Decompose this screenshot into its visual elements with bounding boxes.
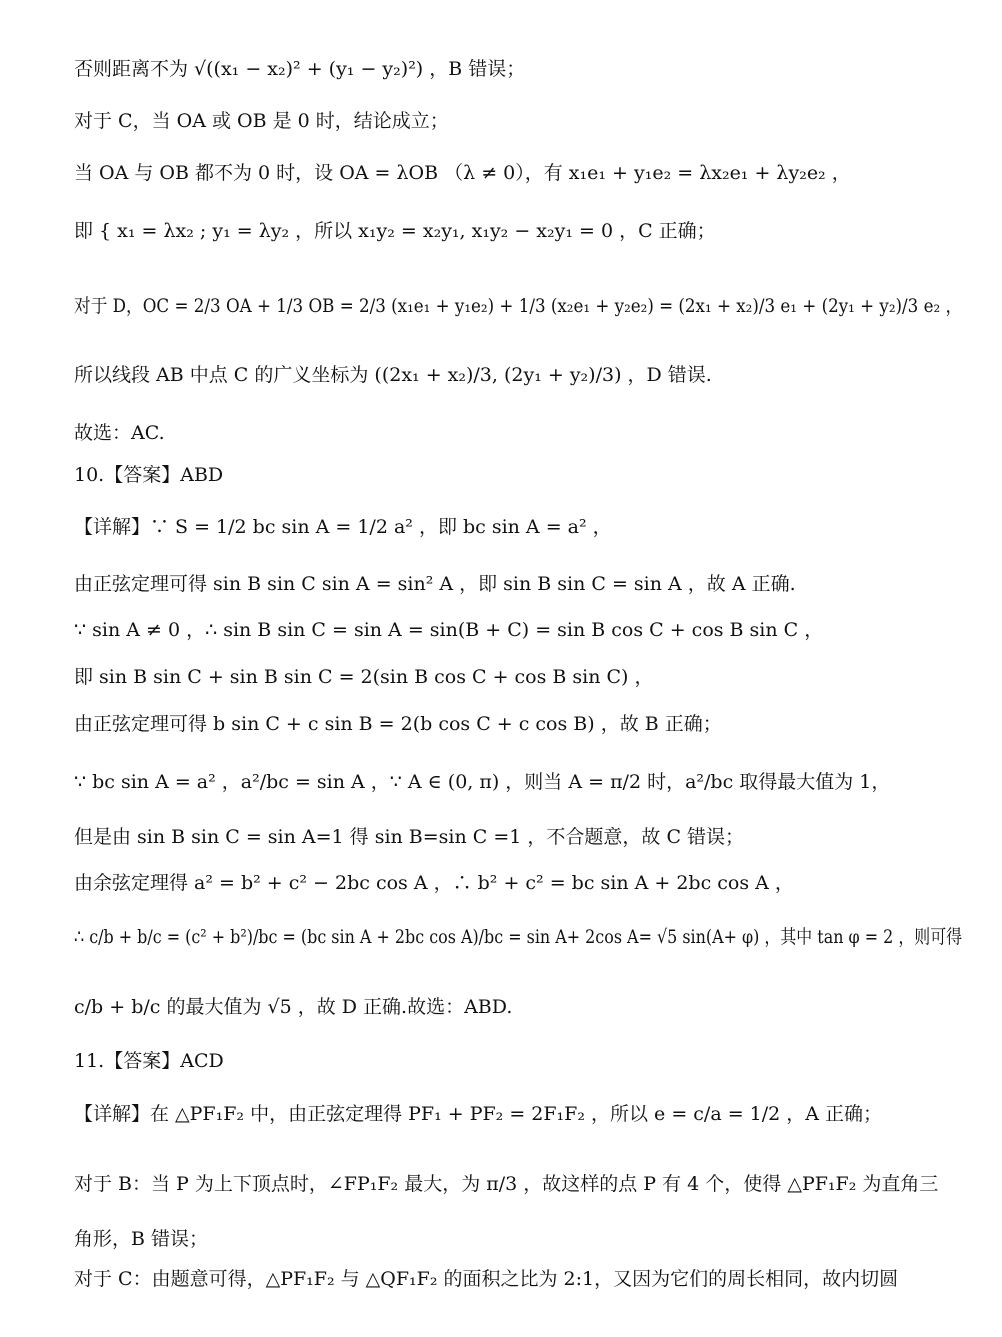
text-line [74,218,962,244]
text-line [74,1171,962,1197]
line-text: 【详解】∵ S = 1/2 bc sin A = 1/2 a² ，即 bc sin A = a² ， [74,516,612,538]
text-line [74,56,962,82]
text-line [74,994,962,1020]
text-line [74,293,962,319]
text-line [74,1266,962,1292]
text-line [74,362,962,388]
text-line [74,711,962,737]
text-line [74,617,962,643]
text-line [74,924,962,950]
line-text: ∵ sin A ≠ 0 ，∴ sin B sin C = sin A = sin(B + C) = sin B cos C + cos B sin C ， [74,619,824,641]
line-text: 【详解】在 △PF₁F₂ 中，由正弦定理得 PF₁ + PF₂ = 2F₁F₂ ，所以 e = c/a = 1/2 ，A 正确； [74,1103,883,1125]
answer-heading [74,462,962,488]
text-line [74,160,962,186]
text-line [74,1226,962,1252]
text-line [74,824,962,850]
text-line [74,870,962,896]
answer-heading [74,1048,962,1074]
line-text: 由正弦定理可得 sin B sin C sin A = sin² A ，即 sin B sin C = sin A ，故 A 正确. [74,573,796,595]
text-line [74,1101,962,1127]
line-text: 当 OA 与 OB 都不为 0 时，设 OA = λOB （λ ≠ 0），有 x₁e₁ + y₁e₂ = λx₂e₁ + λy₂e₂ ， [74,162,851,184]
text-line [74,664,962,690]
line-text: 但是由 sin B sin C = sin A=1 得 sin B=sin C =1 ，不合题意，故 C 错误； [74,826,745,848]
line-text: 10.【答案】ABD [74,464,224,486]
line-text: 即 { x₁ = λx₂ ; y₁ = λy₂ ，所以 x₁y₂ = x₂y₁, x₁y₂ − x₂y₁ = 0 ，C 正确； [74,220,716,242]
line-text: 对于 D，OC = 2/3 OA + 1/3 OB = 2/3 (x₁e₁ + y₁e₂) + 1/3 (x₂e₁ + y₂e₂) = (2x₁ + x₂)/3 e₁ + (2y₁ + y₂)/3 e₂ ， [74,295,963,317]
line-text: 故选：AC. [74,422,165,444]
line-text: ∴ c/b + b/c = (c² + b²)/bc = (bc sin A + 2bc cos A)/bc = sin A+ 2cos A= √5 sin(A+ φ) ，其中 tan φ = 2 ，则可得 [74,926,963,948]
line-text: 11.【答案】ACD [74,1050,224,1072]
line-text: 所以线段 AB 中点 C 的广义坐标为 ((2x₁ + x₂)/3, (2y₁ + y₂)/3) ，D 错误. [74,364,712,386]
line-text: 对于 B：当 P 为上下顶点时，∠FP₁F₂ 最大，为 π/3 ，故这样的点 P 有 4 个，使得 △PF₁F₂ 为直角三 [74,1173,939,1195]
text-line [74,514,962,540]
line-text: c/b + b/c 的最大值为 √5 ，故 D 正确.故选：ABD. [74,996,513,1018]
text-line [74,769,962,795]
line-text: 由正弦定理可得 b sin C + c sin B = 2(b cos C + c cos B) ，故 B 正确； [74,713,722,735]
line-text: 对于 C，当 OA 或 OB 是 0 时，结论成立； [74,110,449,132]
line-text: ∵ bc sin A = a² ，a²/bc = sin A ，∵ A ∈ (0, π) ，则当 A = π/2 时，a²/bc 取得最大值为 1， [74,771,891,793]
line-text: 否则距离不为 √((x₁ − x₂)² + (y₁ − y₂)²) ，B 错误； [74,58,526,80]
text-line [74,571,962,597]
line-text: 即 sin B sin C + sin B sin C = 2(sin B cos C + cos B sin C) ， [74,666,654,688]
line-text: 由余弦定理得 a² = b² + c² − 2bc cos A ，∴ b² + c² = bc sin A + 2bc cos A ， [74,872,794,894]
line-text: 对于 C：由题意可得，△PF₁F₂ 与 △QF₁F₂ 的面积之比为 2:1，又因为它们的周长相同，故内切圆 [74,1268,899,1290]
text-line [74,108,962,134]
line-text: 角形，B 错误； [74,1228,209,1250]
text-line [74,420,962,446]
